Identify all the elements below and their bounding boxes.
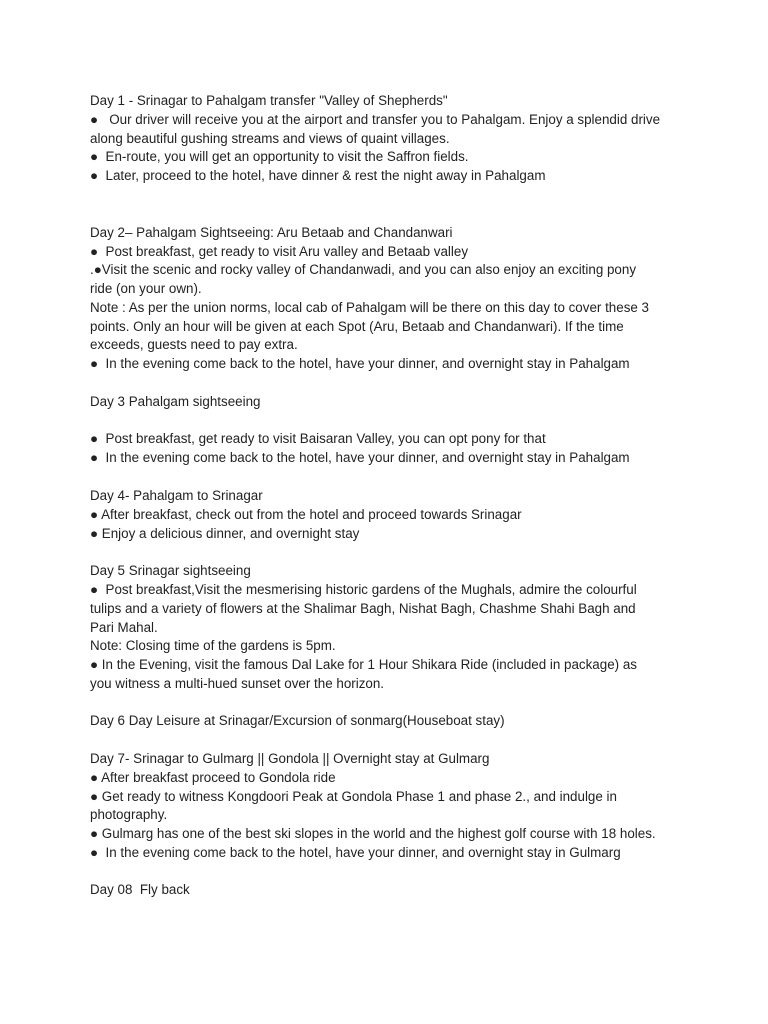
day3-bullet-2: ● In the evening come back to the hotel, have your dinner, and overnight stay in Pahalgam [90,450,630,465]
day5-note: Note: Closing time of the gardens is 5pm. [90,638,336,653]
day4-heading: Day 4- Pahalgam to Srinagar [90,488,263,503]
day5-bullet-2: ● In the Evening, visit the famous Dal Lake for 1 Hour Shikara Ride (included in package) as [90,657,637,672]
day5-heading: Day 5 Srinagar sightseeing [90,563,251,578]
day2-note: Note : As per the union norms, local cab of Pahalgam will be there on this day to cover these 3 [90,300,649,315]
day7-bullet-4: ● In the evening come back to the hotel, have your dinner, and overnight stay in Gulmarg [90,845,621,860]
day5-bullet-1: ● Post breakfast,Visit the mesmerising historic gardens of the Mughals, admire the colourful [90,582,637,597]
day7-bullet-1: ● After breakfast proceed to Gondola ride [90,770,336,785]
day4-bullet-1: ● After breakfast, check out from the hotel and proceed towards Srinagar [90,507,522,522]
day3-bullet-1: ● Post breakfast, get ready to visit Baisaran Valley, you can opt pony for that [90,431,546,446]
day2-bullet-1: ● Post breakfast, get ready to visit Aru valley and Betaab valley [90,244,469,259]
day6-heading: Day 6 Day Leisure at Srinagar/Excursion of sonmarg(Houseboat stay) [90,713,505,728]
day2-bullet-2: .●Visit the scenic and rocky valley of Chandanwadi, and you can also enjoy an exciting pony [90,262,637,277]
day2-note-cont-2: exceeds, guests need to pay extra. [90,337,298,352]
day2-heading: Day 2– Pahalgam Sightseeing: Aru Betaab and Chandanwari [90,225,453,240]
day2-bullet-3: ● In the evening come back to the hotel, have your dinner, and overnight stay in Pahalgam [90,356,630,371]
day1-bullet-2: ● En-route, you will get an opportunity to visit the Saffron fields. [90,149,469,164]
day2-bullet-2-cont: ride (on your own). [90,281,202,296]
day7-bullet-2: ● Get ready to witness Kongdoori Peak at Gondola Phase 1 and phase 2., and indulge in [90,789,617,804]
day5-bullet-1-cont-1: tulips and a variety of flowers at the Shalimar Bagh, Nishat Bagh, Chashme Shahi Bagh and [90,601,636,616]
day7-bullet-3: ● Gulmarg has one of the best ski slopes in the world and the highest golf course with 18 holes. [90,826,656,841]
day1-bullet-1: ● Our driver will receive you at the airport and transfer you to Pahalgam. Enjoy a splendid drive [90,112,661,127]
day5-bullet-1-cont-2: Pari Mahal. [90,620,158,635]
day1-bullet-3: ● Later, proceed to the hotel, have dinner & rest the night away in Pahalgam [90,168,546,183]
day1-bullet-1-cont: along beautiful gushing streams and views of quaint villages. [90,131,450,146]
day8-heading: Day 08 Fly back [90,882,190,897]
day2-note-cont-1: points. Only an hour will be given at each Spot (Aru, Betaab and Chandanwari). If the time [90,319,624,334]
day7-bullet-2-cont: photography. [90,807,168,822]
day1-heading: Day 1 - Srinagar to Pahalgam transfer "Valley of Shepherds" [90,93,448,108]
day7-heading: Day 7- Srinagar to Gulmarg || Gondola || Overnight stay at Gulmarg [90,751,490,766]
day5-bullet-2-cont: you witness a multi-hued sunset over the horizon. [90,676,385,691]
day4-bullet-2: ● Enjoy a delicious dinner, and overnight stay [90,526,360,541]
day3-heading: Day 3 Pahalgam sightseeing [90,394,261,409]
